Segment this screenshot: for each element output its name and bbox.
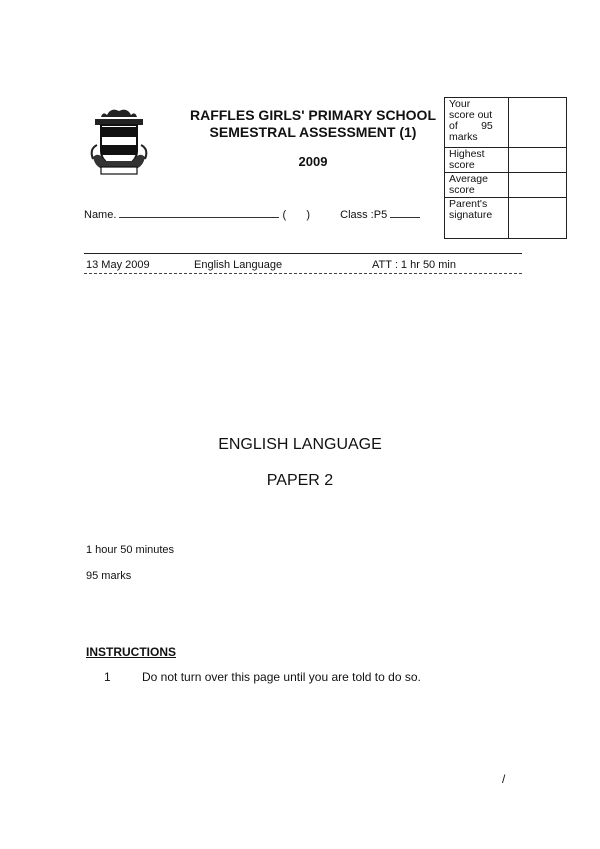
score-label: Your score out of 95 marks [445, 98, 509, 148]
divider-bottom [84, 273, 522, 274]
school-heading [183, 107, 443, 141]
duration: 1 hour 50 minutes [86, 544, 175, 556]
exam-subject: English Language [194, 259, 283, 271]
exam-date: 13 May 2009 [86, 259, 150, 271]
school-crest [87, 105, 151, 185]
class-label: Class :P5 [340, 209, 388, 221]
register-number-field[interactable] [289, 208, 303, 218]
subject-title: ENGLISH LANGUAGE [218, 436, 382, 453]
instructions-heading: INSTRUCTIONS [86, 645, 176, 659]
register-number-close: ) [306, 209, 310, 221]
assessment-title: SEMESTRAL ASSESSMENT (1) [209, 124, 417, 140]
exam-year: 2009 [298, 154, 328, 169]
school-name: RAFFLES GIRLS' PRIMARY SCHOOL [189, 107, 436, 123]
divider-top [84, 253, 522, 254]
instruction-text: Do not turn over this page until you are told to do so. [142, 670, 421, 684]
highest-score-label: Highest score [445, 148, 509, 173]
name-label: Name. [84, 209, 117, 221]
parent-signature-label: Parent's signature [445, 198, 509, 239]
page-mark: / [502, 772, 506, 786]
register-number-open: ( [282, 209, 287, 221]
name-field[interactable] [119, 207, 279, 218]
class-field[interactable] [390, 207, 420, 218]
name-row [84, 207, 420, 221]
total-marks: 95 marks [86, 570, 132, 582]
highest-score-field[interactable] [509, 148, 567, 173]
exam-time: ATT : 1 hr 50 min [372, 259, 456, 271]
average-score-field[interactable] [509, 173, 567, 198]
paper-title: PAPER 2 [266, 472, 334, 489]
parent-signature-field[interactable] [509, 198, 567, 239]
instruction-number: 1 [104, 670, 111, 684]
score-field[interactable] [509, 98, 567, 148]
average-score-label: Average score [445, 173, 509, 198]
score-box [444, 97, 567, 239]
